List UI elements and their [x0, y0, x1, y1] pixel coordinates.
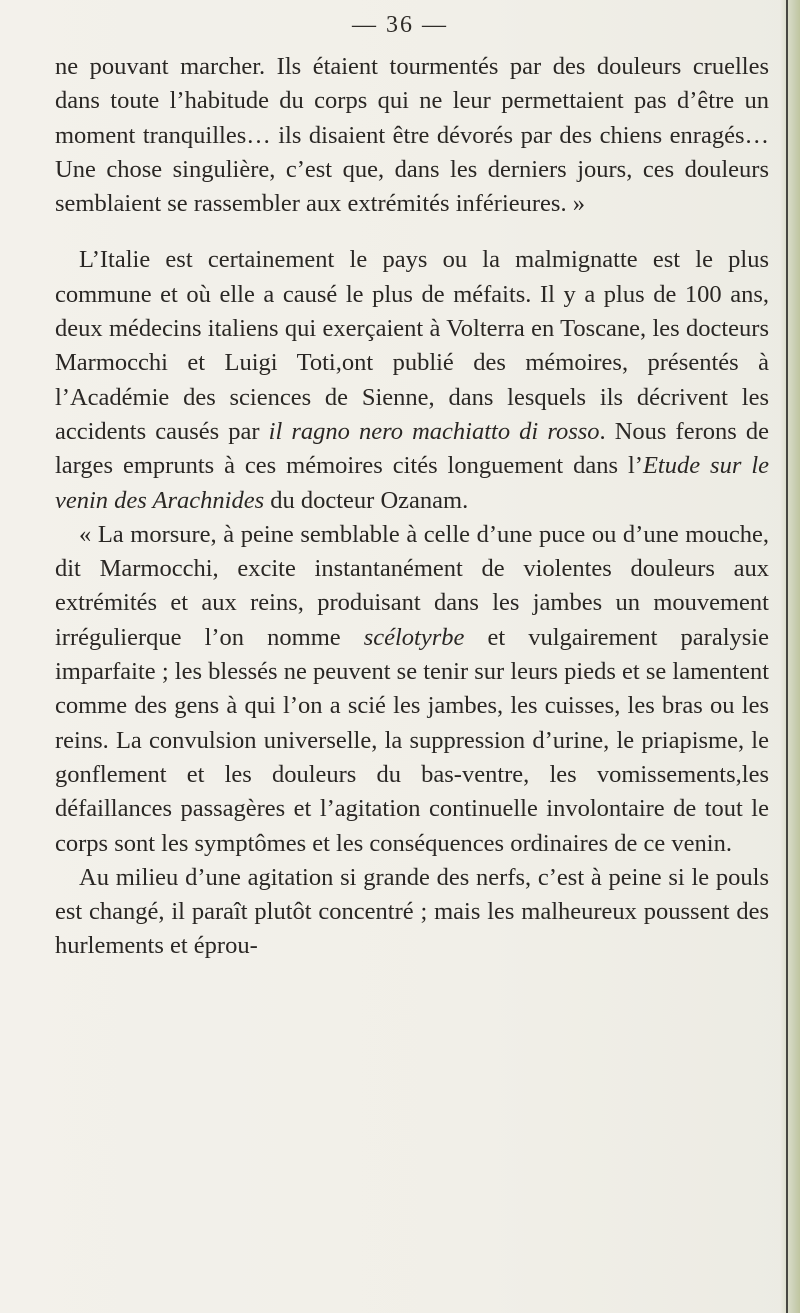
paragraph-1: ne pouvant marcher. Ils étaient tourmentés par des douleurs cruelles dans toute l’habitude du corps qui ne leur permettaient pas d’être un moment tranquilles… ils disaient être dévorés par des chiens enragés… Une chose singulière, c’est que, dans les derniers jours, ces douleurs semblaient se rassembler aux extrémités inférieures. »	[55, 53, 769, 218]
paragraph-2-text-c: du docteur Ozanam.	[264, 486, 469, 514]
paragraph-2-text-a: L’Italie est certainement le pays ou la malmignatte est le plus commune et où elle a causé le plus de méfaits. Il y a plus de 100 ans, deux médecins italiens qui exerçaient à Volterra en Toscane, les docteurs Marmocchi et Luigi Toti,ont publié des mémoires, présentés à l’Académie des sciences de Sienne, dans lesquels ils décrivent les accidents causés par	[55, 246, 769, 445]
page-edge-line	[786, 0, 788, 1313]
paragraph-3-italic-term: scélotyrbe	[363, 623, 465, 651]
paragraph-3	[55, 518, 769, 861]
paragraph-2-text-b: . Nous ferons de larges emprunts à ces mémoires cités longuement dans l’	[55, 417, 769, 480]
page-number: — 36 —	[352, 12, 448, 38]
paragraph-2-italic-title: Etude sur le venin des Arachnides	[55, 452, 769, 514]
paragraph-3-text-b: et vulgairement paralysie imparfaite ; les blessés ne peuvent se tenir sur leurs pieds et se lamentent comme des gens à qui l’on a scié les jambes, les cuisses, les bras ou les reins. La convulsion universelle, la suppression d’urine, le priapisme, le gonflement et les douleurs du bas-ventre, les vomissements,les défaillances passagères et l’agitation continuelle involontaire de tout le corps sont les symptômes et les conséquences ordinaires de ce venin.	[55, 623, 769, 857]
paragraph-2	[55, 243, 769, 517]
paragraph-3-text-a: « La morsure, à peine semblable à celle d’une puce ou d’une mouche, dit Marmocchi, excite instantanément de violentes douleurs aux extrémités et aux reins, produisant dans les jambes un mouvement irrégulierque l’on nomme	[55, 520, 769, 651]
paragraph-4: Au milieu d’une agitation si grande des nerfs, c’est à peine si le pouls est changé, il paraît plutôt concentré ; mais les malheureux poussent des hurlements et éprou-	[55, 863, 769, 960]
paragraph-2-italic-quote: il ragno nero machiatto di rosso	[268, 417, 600, 445]
page-edge-shadow	[780, 0, 800, 1313]
body-text	[55, 50, 769, 964]
